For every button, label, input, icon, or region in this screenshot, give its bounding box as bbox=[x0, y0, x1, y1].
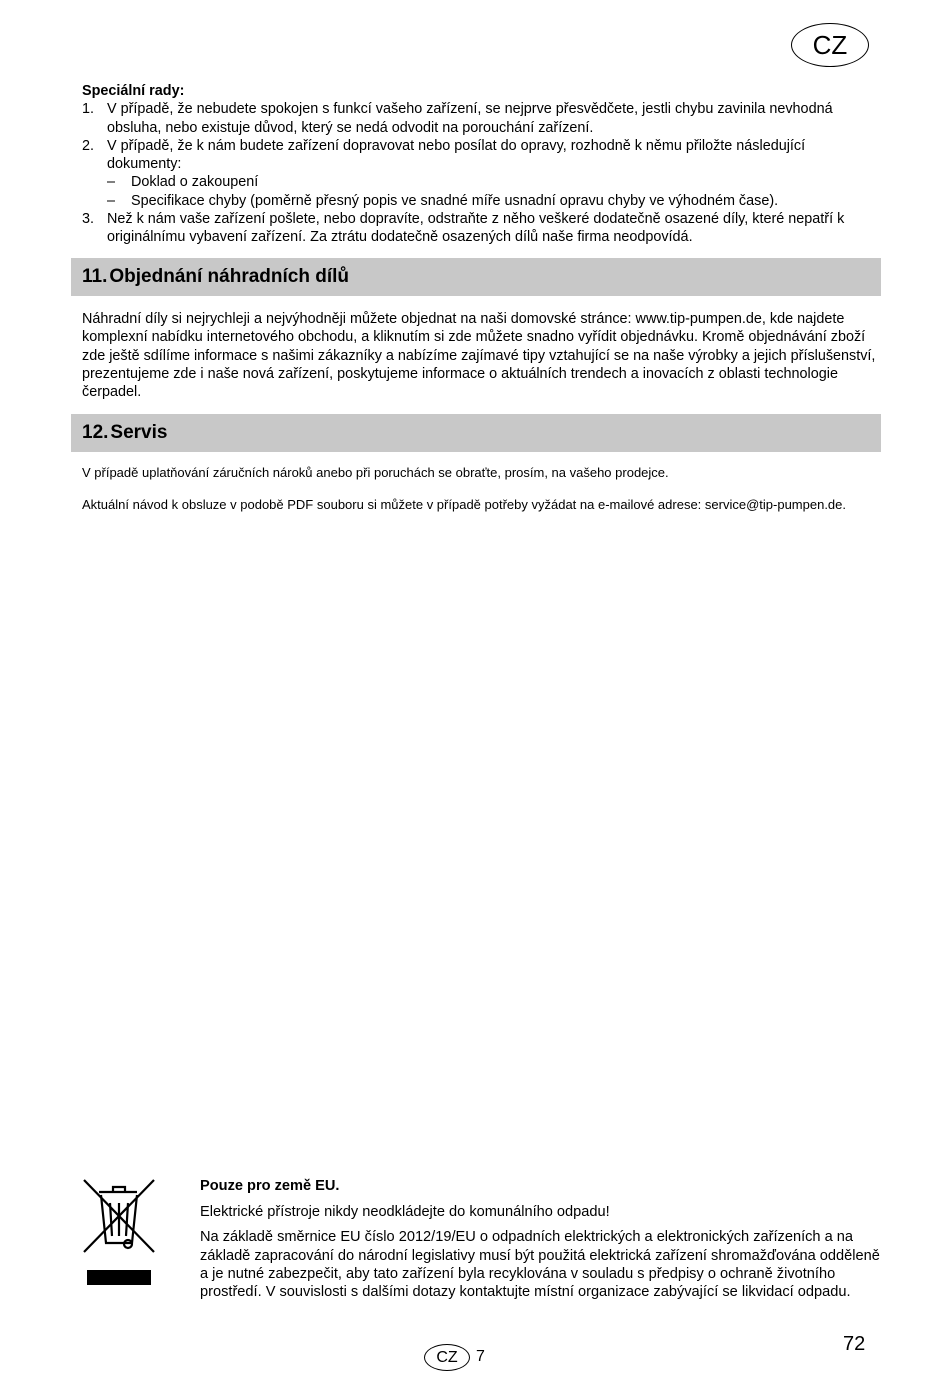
sub-list-item: – Specifikace chyby (poměrně přesný popis ve snadné míře usnadní opravu chyby ve výhodném čase). bbox=[107, 192, 882, 210]
weee-crossed-bin-icon bbox=[82, 1176, 156, 1286]
eu-notice-warning: Elektrické přístroje nikdy neodkládejte do komunálního odpadu! bbox=[200, 1204, 610, 1221]
list-item bbox=[82, 100, 882, 137]
list-number: 3. bbox=[82, 211, 95, 228]
footer-section-page: 7 bbox=[476, 1348, 485, 1365]
section-title: Servis bbox=[110, 422, 168, 443]
list-text: V případě, že nebudete spokojen s funkcí vašeho zařízení, se nejprve přesvědčete, jestli chybu zavinila nevhodná obsluha, nebo existuje důvod, který se nedá odvodit na porouchání zařízení. bbox=[107, 101, 833, 136]
section-11-body bbox=[82, 310, 882, 401]
eu-notice-heading: Pouze pro země EU. bbox=[200, 1178, 340, 1194]
document-list bbox=[107, 173, 882, 210]
language-badge: CZ bbox=[791, 23, 869, 67]
paragraph: Aktuální návod k obsluze v podobě PDF souboru si můžete v případě potřeby vyžádat na e-mailové adrese: service@tip-pumpen.de. bbox=[82, 496, 847, 512]
list-item bbox=[82, 210, 882, 247]
section-12-heading bbox=[71, 414, 881, 452]
eu-notice-body: Na základě směrnice EU číslo 2012/19/EU o odpadních elektrických a elektronických zařízeních a na základě zapracování do národní legislativy musí být použitá elektrická zařízení shromažďována odděleně a je nutné zabezpečit, aby tato zařízení byla recyklována v souladu s předpisy o ochraně životního prostředí. V souvislosti s dalšími dotazy kontaktujte místní organizace zabývající se likvidací odpadu. bbox=[200, 1229, 880, 1301]
sub-list-item: – Doklad o zakoupení bbox=[107, 173, 882, 191]
paragraph: Náhradní díly si nejrychleji a nejvýhodněji můžete objednat na naši domovské stránce: www.tip-pumpen.de, kde najdete komplexní nabídku internetového obchodu, a kliknutím si zde můžete snadno vyřídit objednávku. Kromě objednávání zboží zde ještě sdílíme informace s našimi zákazníky a nabízíme zajímavé tipy vztahující se na naše výrobky a jejich příslušenství, prezentujeme zde i naše nová zařízení, poskytujeme informace o aktuálních trendech a inovacích z oblasti technologie čerpadel. bbox=[82, 311, 876, 401]
special-tips-list bbox=[82, 100, 882, 246]
footer-language-badge: CZ bbox=[424, 1344, 470, 1371]
list-number: 2. bbox=[82, 137, 95, 154]
special-tips-heading: Speciální rady: bbox=[82, 83, 185, 99]
paragraph: V případě uplatňování záručních nároků anebo při poruchách se obraťte, prosím, na vašeho prodejce. bbox=[82, 465, 669, 480]
page-number: 72 bbox=[843, 1333, 866, 1355]
section-number: 11. bbox=[82, 266, 108, 287]
special-tips bbox=[82, 82, 882, 247]
list-number: 1. bbox=[82, 101, 95, 118]
list-item bbox=[82, 137, 882, 210]
section-title: Objednání náhradních dílů bbox=[109, 266, 349, 287]
section-number: 12. bbox=[82, 422, 109, 443]
section-12-body bbox=[82, 465, 882, 513]
list-text: V případě, že k nám budete zařízení dopravovat nebo posílat do opravy, rozhodně k němu přiložte následující dokumenty: bbox=[107, 137, 806, 173]
list-text: Než k nám vaše zařízení pošlete, nebo dopravíte, odstraňte z něho veškeré dodatečně osazené díly, které nepatří k originálnímu vybavení zařízení. Za ztrátu dodatečně osazených dílů naše firma neodpovídá. bbox=[107, 211, 845, 246]
eu-notice bbox=[200, 1177, 880, 1301]
section-11-heading bbox=[71, 258, 881, 296]
